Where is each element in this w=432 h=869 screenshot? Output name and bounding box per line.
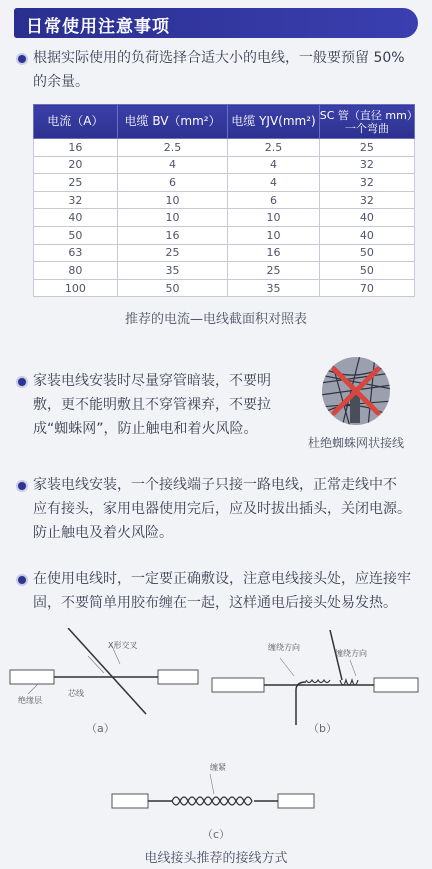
tip1-line-1: 家装电线安装时尽量穿管暗装，不要明 [33, 373, 271, 389]
table-cell: 32 [319, 156, 414, 174]
tip2-line-3: 防止触电及着火风险。 [33, 525, 173, 541]
header-sc-line2: 一个弯曲 [344, 121, 389, 135]
spider-web-wiring-image [320, 355, 392, 427]
intro-line-1: 根据实际使用的负荷选择合适大小的电线，一般要预留 50% [33, 50, 405, 66]
table-cell: 63 [34, 244, 118, 262]
diagram-b-wrap-joint [210, 630, 424, 725]
table-row [34, 244, 415, 262]
tip3-text [33, 567, 425, 615]
table-cell: 16 [228, 244, 319, 262]
table-cell: 35 [228, 279, 319, 297]
table-row [34, 226, 415, 244]
tip2-text [33, 473, 425, 545]
table-row [34, 209, 415, 227]
table-row [34, 174, 415, 192]
table-cell: 70 [319, 279, 414, 297]
table-row [34, 191, 415, 209]
table-cell: 40 [34, 209, 118, 227]
table-caption: 推荐的电流—电线截面积对照表 [124, 312, 307, 327]
diagram-caption: 电线接头推荐的接线方式 [144, 851, 288, 866]
diagram-c-twisted-joint [110, 770, 324, 820]
diagram-c-label: （c） [202, 828, 231, 841]
bullet-dot [18, 482, 26, 490]
table-cell: 80 [34, 262, 118, 280]
label-core-wire: 芯线 [68, 689, 84, 698]
section-title: 日常使用注意事项 [14, 8, 418, 38]
table-cell: 35 [117, 262, 227, 280]
tip1-text [33, 369, 303, 441]
label-wind-direction-2: 缠绕方向 [335, 649, 367, 658]
table-cell: 100 [34, 279, 118, 297]
table-cell: 10 [117, 209, 227, 227]
table-cell: 6 [117, 174, 227, 192]
table-cell: 10 [117, 191, 227, 209]
bullet-dot [18, 55, 26, 63]
intro-line-2: 的余量。 [33, 74, 89, 90]
table-row [34, 262, 415, 280]
table-cell: 4 [228, 174, 319, 192]
table-cell: 2.5 [117, 139, 227, 157]
table-cell: 16 [117, 226, 227, 244]
tip1-line-3: 成“蜘蛛网”，防止触电和着火风险。 [33, 421, 258, 437]
table-row [34, 279, 415, 297]
table-cell: 50 [319, 244, 414, 262]
current-wire-table [33, 104, 418, 297]
tip2-line-2: 应有接头，家用电器使用完后，应及时拔出插头，关闭电源。 [33, 501, 411, 517]
header-sc-line1: SC 管（直径 mm） [319, 108, 418, 122]
table-cell: 32 [319, 191, 414, 209]
table-cell: 50 [319, 262, 414, 280]
table-cell: 25 [117, 244, 227, 262]
table-cell: 10 [228, 209, 319, 227]
table-cell: 25 [34, 174, 118, 192]
intro-text [33, 46, 423, 94]
table-header-row [34, 105, 415, 139]
table-cell: 6 [228, 191, 319, 209]
header-sc [319, 105, 418, 139]
bullet-dot [18, 378, 26, 386]
table-cell: 25 [228, 262, 319, 280]
table-cell: 4 [117, 156, 227, 174]
table-cell: 32 [319, 174, 414, 192]
table-cell: 40 [319, 209, 414, 227]
label-wind-direction-1: 缠绕方向 [268, 643, 300, 652]
tip3-line-2: 固，不要简单用胶布缠在一起，这样通电后接头处易发热。 [33, 595, 397, 611]
header-bv: 电缆 BV（mm²） [117, 105, 227, 139]
bullet-dot [18, 576, 26, 584]
label-insulation: 绝缘层 [18, 696, 42, 705]
table-cell: 2.5 [228, 139, 319, 157]
table-row [34, 139, 415, 157]
tip3-line-1: 在使用电线时，一定要正确敷设，注意电线接头处，应连接牢 [33, 571, 411, 587]
table-cell: 20 [34, 156, 118, 174]
table-cell: 50 [117, 279, 227, 297]
header-current: 电流（A） [34, 105, 118, 139]
tip2-line-1: 家装电线安装，一个接线端子只接一路电线，正常走线中不 [33, 477, 397, 493]
diagram-a-label: （a） [86, 722, 115, 735]
table-cell: 25 [319, 139, 414, 157]
label-x-cross: X形交叉 [108, 641, 138, 650]
table-cell: 40 [319, 226, 414, 244]
diagram-b-label: （b） [308, 722, 337, 735]
table-cell: 16 [34, 139, 118, 157]
label-tighten: 缠紧 [210, 763, 226, 772]
table-cell: 50 [34, 226, 118, 244]
table-cell: 4 [228, 156, 319, 174]
table-cell: 32 [34, 191, 118, 209]
tip1-line-2: 敷，更不能明敷且不穿管裸弃，不要拉 [33, 397, 271, 413]
table-cell: 10 [228, 226, 319, 244]
header-yjv: 电缆 YJV(mm²) [228, 105, 319, 139]
spider-web-caption: 杜绝蜘蛛网状接线 [307, 436, 404, 450]
table-row [34, 156, 415, 174]
